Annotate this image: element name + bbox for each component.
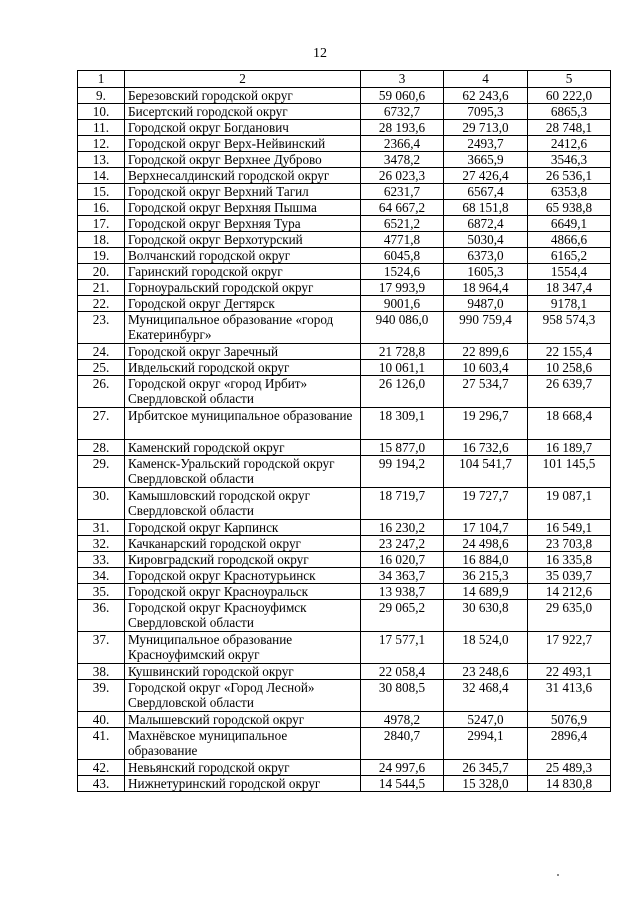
municipality-name-cell: Махнёвское муниципальное образование — [125, 728, 361, 760]
row-number-cell: 38. — [78, 664, 125, 680]
table-row — [78, 184, 611, 200]
value-col5-cell: 14 212,6 — [528, 584, 611, 600]
value-col4-cell: 3665,9 — [444, 152, 528, 168]
municipality-name-cell: Городской округ Верхнее Дуброво — [125, 152, 361, 168]
value-col3-cell: 30 808,5 — [361, 680, 444, 712]
value-col3-cell: 940 086,0 — [361, 312, 444, 344]
value-col3-cell: 21 728,8 — [361, 344, 444, 360]
table-row — [78, 152, 611, 168]
value-col4-cell: 104 541,7 — [444, 456, 528, 488]
table-row — [78, 568, 611, 584]
value-col5-cell: 35 039,7 — [528, 568, 611, 584]
column-header: 3 — [361, 71, 444, 88]
row-number-cell: 9. — [78, 88, 125, 104]
value-col5-cell: 14 830,8 — [528, 776, 611, 792]
row-number-cell: 31. — [78, 520, 125, 536]
value-col3-cell: 9001,6 — [361, 296, 444, 312]
value-col3-cell: 13 938,7 — [361, 584, 444, 600]
value-col3-cell: 24 997,6 — [361, 760, 444, 776]
row-number-cell: 26. — [78, 376, 125, 408]
row-number-cell: 25. — [78, 360, 125, 376]
scan-speck — [557, 874, 559, 876]
value-col4-cell: 27 426,4 — [444, 168, 528, 184]
value-col4-cell: 6373,0 — [444, 248, 528, 264]
row-number-cell: 12. — [78, 136, 125, 152]
value-col5-cell: 3546,3 — [528, 152, 611, 168]
column-header: 2 — [125, 71, 361, 88]
row-number-cell: 23. — [78, 312, 125, 344]
table-row — [78, 760, 611, 776]
table-row — [78, 360, 611, 376]
row-number-cell: 32. — [78, 536, 125, 552]
municipality-name-cell: Городской округ Верхняя Пышма — [125, 200, 361, 216]
value-col5-cell: 2896,4 — [528, 728, 611, 760]
value-col4-cell: 6872,4 — [444, 216, 528, 232]
value-col5-cell: 9178,1 — [528, 296, 611, 312]
value-col5-cell: 6165,2 — [528, 248, 611, 264]
municipality-name-cell: Городской округ «Город Лесной» Свердловской области — [125, 680, 361, 712]
value-col3-cell: 29 065,2 — [361, 600, 444, 632]
value-col5-cell: 23 703,8 — [528, 536, 611, 552]
table-row — [78, 728, 611, 760]
municipality-name-cell: Верхнесалдинский городской округ — [125, 168, 361, 184]
value-col5-cell: 22 155,4 — [528, 344, 611, 360]
row-number-cell: 36. — [78, 600, 125, 632]
value-col3-cell: 3478,2 — [361, 152, 444, 168]
value-col5-cell: 26 639,7 — [528, 376, 611, 408]
row-number-cell: 11. — [78, 120, 125, 136]
value-col3-cell: 14 544,5 — [361, 776, 444, 792]
municipality-name-cell: Городской округ «город Ирбит» Свердловской области — [125, 376, 361, 408]
row-number-cell: 30. — [78, 488, 125, 520]
municipality-name-cell: Каменский городской округ — [125, 440, 361, 456]
value-col5-cell: 1554,4 — [528, 264, 611, 280]
value-col4-cell: 23 248,6 — [444, 664, 528, 680]
municipality-name-cell: Муниципальное образование «город Екатеринбург» — [125, 312, 361, 344]
value-col4-cell: 10 603,4 — [444, 360, 528, 376]
value-col5-cell: 18 668,4 — [528, 408, 611, 440]
value-col3-cell: 15 877,0 — [361, 440, 444, 456]
municipality-name-cell: Городской округ Верх-Нейвинский — [125, 136, 361, 152]
value-col4-cell: 2994,1 — [444, 728, 528, 760]
value-col4-cell: 29 713,0 — [444, 120, 528, 136]
row-number-cell: 27. — [78, 408, 125, 440]
row-number-cell: 13. — [78, 152, 125, 168]
table-row — [78, 312, 611, 344]
municipality-name-cell: Нижнетуринский городской округ — [125, 776, 361, 792]
value-col4-cell: 32 468,4 — [444, 680, 528, 712]
table-row — [78, 664, 611, 680]
value-col3-cell: 10 061,1 — [361, 360, 444, 376]
row-number-cell: 21. — [78, 280, 125, 296]
row-number-cell: 24. — [78, 344, 125, 360]
row-number-cell: 43. — [78, 776, 125, 792]
row-number-cell: 39. — [78, 680, 125, 712]
value-col4-cell: 16 884,0 — [444, 552, 528, 568]
municipality-name-cell: Кировградский городской округ — [125, 552, 361, 568]
value-col4-cell: 30 630,8 — [444, 600, 528, 632]
value-col4-cell: 7095,3 — [444, 104, 528, 120]
municipality-name-cell: Городской округ Верхняя Тура — [125, 216, 361, 232]
value-col3-cell: 26 126,0 — [361, 376, 444, 408]
row-number-cell: 20. — [78, 264, 125, 280]
row-number-cell: 17. — [78, 216, 125, 232]
municipality-name-cell: Волчанский городской округ — [125, 248, 361, 264]
value-col5-cell: 4866,6 — [528, 232, 611, 248]
value-col4-cell: 19 727,7 — [444, 488, 528, 520]
municipality-name-cell: Березовский городской округ — [125, 88, 361, 104]
value-col5-cell: 60 222,0 — [528, 88, 611, 104]
value-col3-cell: 4771,8 — [361, 232, 444, 248]
column-header: 4 — [444, 71, 528, 88]
column-header: 5 — [528, 71, 611, 88]
data-table — [77, 70, 611, 792]
table-row — [78, 280, 611, 296]
value-col3-cell: 59 060,6 — [361, 88, 444, 104]
table-row — [78, 248, 611, 264]
value-col3-cell: 17 577,1 — [361, 632, 444, 664]
municipality-name-cell: Городской округ Верхний Тагил — [125, 184, 361, 200]
municipality-name-cell: Малышевский городской округ — [125, 712, 361, 728]
row-number-cell: 34. — [78, 568, 125, 584]
value-col4-cell: 26 345,7 — [444, 760, 528, 776]
row-number-cell: 18. — [78, 232, 125, 248]
table-row — [78, 344, 611, 360]
municipality-name-cell: Невьянский городской округ — [125, 760, 361, 776]
municipality-name-cell: Ивдельский городской округ — [125, 360, 361, 376]
table-row — [78, 712, 611, 728]
table-row — [78, 88, 611, 104]
municipality-name-cell: Городской округ Дегтярск — [125, 296, 361, 312]
value-col3-cell: 26 023,3 — [361, 168, 444, 184]
table-row — [78, 168, 611, 184]
municipality-name-cell: Горноуральский городской округ — [125, 280, 361, 296]
municipality-name-cell: Камышловский городской округ Свердловской области — [125, 488, 361, 520]
value-col3-cell: 99 194,2 — [361, 456, 444, 488]
table-row — [78, 456, 611, 488]
value-col5-cell: 26 536,1 — [528, 168, 611, 184]
municipality-name-cell: Городской округ Богданович — [125, 120, 361, 136]
value-col4-cell: 14 689,9 — [444, 584, 528, 600]
value-col3-cell: 2366,4 — [361, 136, 444, 152]
row-number-cell: 28. — [78, 440, 125, 456]
municipality-name-cell: Каменск-Уральский городской округ Свердловской области — [125, 456, 361, 488]
value-col3-cell: 6732,7 — [361, 104, 444, 120]
municipality-name-cell: Городской округ Красноуральск — [125, 584, 361, 600]
value-col4-cell: 990 759,4 — [444, 312, 528, 344]
value-col5-cell: 16 335,8 — [528, 552, 611, 568]
row-number-cell: 16. — [78, 200, 125, 216]
value-col3-cell: 28 193,6 — [361, 120, 444, 136]
table-row — [78, 776, 611, 792]
page-number: 12 — [313, 46, 327, 61]
value-col4-cell: 6567,4 — [444, 184, 528, 200]
municipality-name-cell: Городской округ Верхотурский — [125, 232, 361, 248]
value-col4-cell: 24 498,6 — [444, 536, 528, 552]
value-col5-cell: 18 347,4 — [528, 280, 611, 296]
value-col5-cell: 16 549,1 — [528, 520, 611, 536]
value-col3-cell: 16 020,7 — [361, 552, 444, 568]
value-col4-cell: 19 296,7 — [444, 408, 528, 440]
table-row — [78, 584, 611, 600]
table-row — [78, 296, 611, 312]
value-col4-cell: 18 964,4 — [444, 280, 528, 296]
table-row — [78, 488, 611, 520]
table-row — [78, 136, 611, 152]
municipality-name-cell: Бисертский городской округ — [125, 104, 361, 120]
row-number-cell: 15. — [78, 184, 125, 200]
value-col3-cell: 2840,7 — [361, 728, 444, 760]
value-col4-cell: 15 328,0 — [444, 776, 528, 792]
municipality-name-cell: Муниципальное образование Красноуфимский округ — [125, 632, 361, 664]
municipality-name-cell: Городской округ Краснотурьинск — [125, 568, 361, 584]
value-col5-cell: 10 258,6 — [528, 360, 611, 376]
table-row — [78, 440, 611, 456]
table-row — [78, 216, 611, 232]
value-col3-cell: 64 667,2 — [361, 200, 444, 216]
row-number-cell: 37. — [78, 632, 125, 664]
value-col5-cell: 101 145,5 — [528, 456, 611, 488]
value-col5-cell: 6353,8 — [528, 184, 611, 200]
row-number-cell: 29. — [78, 456, 125, 488]
row-number-cell: 33. — [78, 552, 125, 568]
value-col3-cell: 16 230,2 — [361, 520, 444, 536]
value-col3-cell: 6521,2 — [361, 216, 444, 232]
table-row — [78, 552, 611, 568]
value-col3-cell: 18 719,7 — [361, 488, 444, 520]
value-col3-cell: 22 058,4 — [361, 664, 444, 680]
value-col3-cell: 1524,6 — [361, 264, 444, 280]
value-col4-cell: 2493,7 — [444, 136, 528, 152]
table-row — [78, 200, 611, 216]
row-number-cell: 14. — [78, 168, 125, 184]
value-col4-cell: 27 534,7 — [444, 376, 528, 408]
value-col4-cell: 22 899,6 — [444, 344, 528, 360]
value-col5-cell: 17 922,7 — [528, 632, 611, 664]
municipality-name-cell: Гаринский городской округ — [125, 264, 361, 280]
column-header: 1 — [78, 71, 125, 88]
table-row — [78, 680, 611, 712]
value-col5-cell: 5076,9 — [528, 712, 611, 728]
row-number-cell: 42. — [78, 760, 125, 776]
table-row — [78, 232, 611, 248]
row-number-cell: 19. — [78, 248, 125, 264]
municipality-name-cell: Качканарский городской округ — [125, 536, 361, 552]
value-col4-cell: 5247,0 — [444, 712, 528, 728]
value-col5-cell: 28 748,1 — [528, 120, 611, 136]
value-col4-cell: 18 524,0 — [444, 632, 528, 664]
row-number-cell: 35. — [78, 584, 125, 600]
value-col4-cell: 5030,4 — [444, 232, 528, 248]
value-col3-cell: 18 309,1 — [361, 408, 444, 440]
municipality-name-cell: Городской округ Карпинск — [125, 520, 361, 536]
value-col5-cell: 2412,6 — [528, 136, 611, 152]
value-col5-cell: 16 189,7 — [528, 440, 611, 456]
table-row — [78, 600, 611, 632]
value-col3-cell: 4978,2 — [361, 712, 444, 728]
value-col5-cell: 6649,1 — [528, 216, 611, 232]
value-col5-cell: 6865,3 — [528, 104, 611, 120]
value-col5-cell: 65 938,8 — [528, 200, 611, 216]
value-col4-cell: 16 732,6 — [444, 440, 528, 456]
table-row — [78, 120, 611, 136]
table-row — [78, 536, 611, 552]
value-col5-cell: 25 489,3 — [528, 760, 611, 776]
value-col4-cell: 9487,0 — [444, 296, 528, 312]
row-number-cell: 10. — [78, 104, 125, 120]
row-number-cell: 40. — [78, 712, 125, 728]
value-col5-cell: 29 635,0 — [528, 600, 611, 632]
value-col4-cell: 36 215,3 — [444, 568, 528, 584]
value-col5-cell: 22 493,1 — [528, 664, 611, 680]
value-col5-cell: 958 574,3 — [528, 312, 611, 344]
table-header-row — [78, 71, 611, 88]
value-col5-cell: 19 087,1 — [528, 488, 611, 520]
table-row — [78, 520, 611, 536]
value-col3-cell: 6045,8 — [361, 248, 444, 264]
row-number-cell: 22. — [78, 296, 125, 312]
value-col4-cell: 17 104,7 — [444, 520, 528, 536]
value-col4-cell: 1605,3 — [444, 264, 528, 280]
value-col3-cell: 34 363,7 — [361, 568, 444, 584]
table-row — [78, 632, 611, 664]
table-row — [78, 264, 611, 280]
value-col5-cell: 31 413,6 — [528, 680, 611, 712]
table-row — [78, 104, 611, 120]
table-row — [78, 376, 611, 408]
table-row — [78, 408, 611, 440]
value-col3-cell: 17 993,9 — [361, 280, 444, 296]
row-number-cell: 41. — [78, 728, 125, 760]
municipality-name-cell: Городской округ Заречный — [125, 344, 361, 360]
value-col3-cell: 23 247,2 — [361, 536, 444, 552]
municipality-name-cell: Ирбитское муниципальное образование — [125, 408, 361, 440]
municipality-name-cell: Городской округ Красноуфимск Свердловской области — [125, 600, 361, 632]
value-col4-cell: 68 151,8 — [444, 200, 528, 216]
value-col4-cell: 62 243,6 — [444, 88, 528, 104]
municipality-name-cell: Кушвинский городской округ — [125, 664, 361, 680]
value-col3-cell: 6231,7 — [361, 184, 444, 200]
